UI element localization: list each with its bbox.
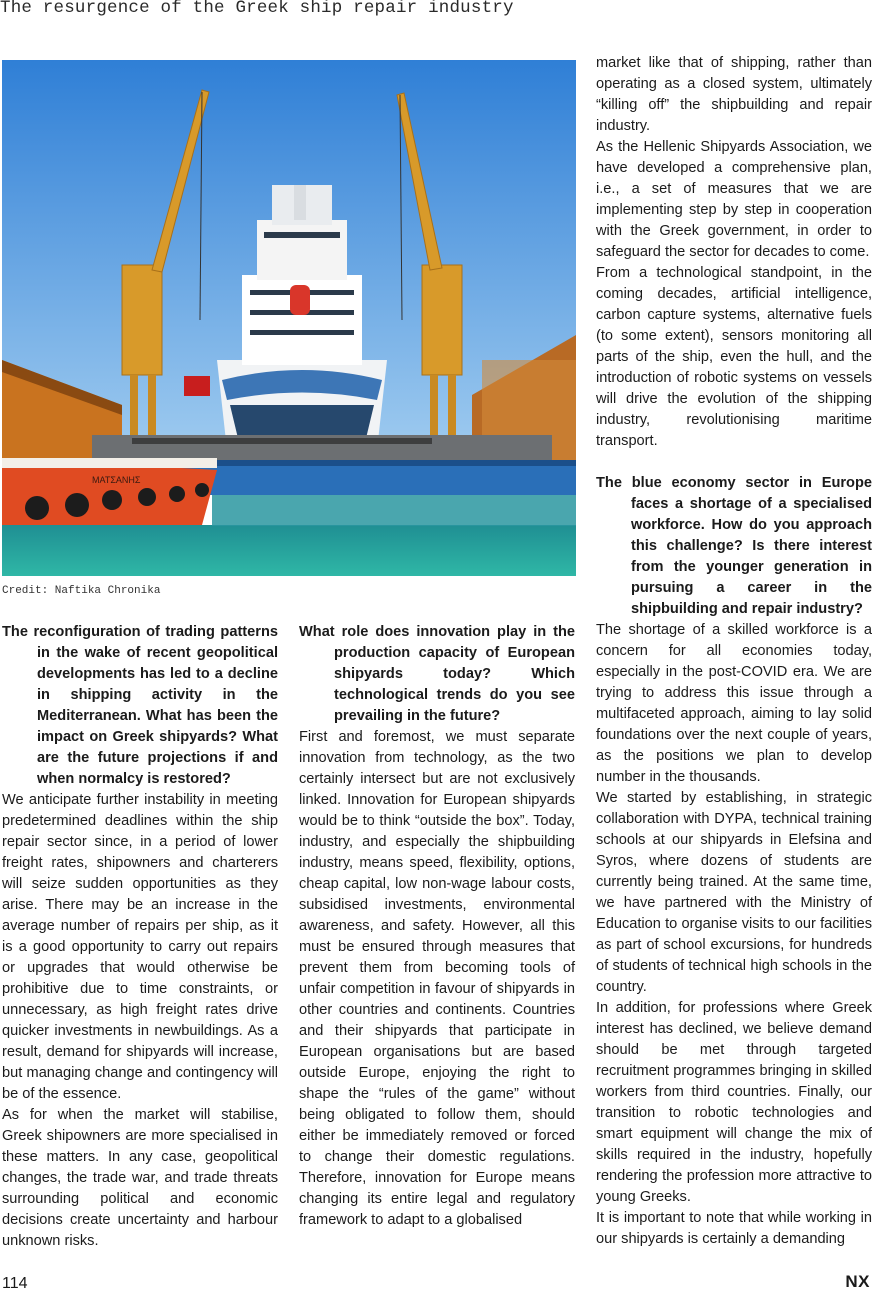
question: The reconfiguration of trading patterns in the wake of recent geopolitical developments has led to a decline in shipping activity in the Mediterranean. What has been the impact on Greek shipyards? What are the future projections if and when normalcy is restored? — [2, 624, 278, 787]
answer-paragraph: As for when the market will stabilise, Greek shipowners are more specialised in these matters. In any case, geopolitical changes, the trade war, and trade threats surrounding political and economic decisions create uncertainty and harbour unknown risks. — [2, 1107, 278, 1249]
answer-paragraph: We started by establishing, in strategic collaboration with DYPA, technical training schools at our shipyards in Elefsina and Syros, where dozens of students are currently being trained. At the same time, we have partnered with the Ministry of Education to organise visits to our facilities as part of school excursions, for hundreds of students of technical high schools in the country. — [596, 790, 872, 995]
photo-credit: Credit: Naftika Chronika — [2, 585, 161, 597]
answer-paragraph: In addition, for professions where Greek interest has declined, we believe demand should be met through targeted recruitment programmes bringing in skilled workers from third countries. Finally, our transition to robotic technologies and smart equipment will change the mix of skills required in the industry, hopefully rendering the profession more attractive to young Greeks. — [596, 1000, 872, 1205]
text-column-1 — [2, 622, 278, 1252]
shipyard-photo — [2, 60, 576, 576]
text-column-3 — [596, 53, 872, 1250]
magazine-logo: NX — [845, 1272, 870, 1291]
answer-paragraph: The shortage of a skilled workforce is a concern for all economies today, especially in the post-COVID era. We are trying to address this issue through a multifaceted approach, aiming to lay solid foundations over the next couple of years, as the positions we plan to develop number in the thousands. — [596, 622, 872, 785]
running-title: The resurgence of the Greek ship repair industry — [0, 0, 514, 18]
answer-paragraph: From a technological standpoint, in the coming decades, artificial intelligence, carbon capture systems, alternative fuels (to some extent), sensors monitoring all parts of the ship, even the hull, and the introduction of robotic systems on vessels will drive the evolution of the shipping industry, revolutionising maritime transport. — [596, 265, 872, 449]
answer-paragraph: First and foremost, we must separate innovation from technology, as the two certainly intersect but are not exclusively linked. Innovation for European shipyards would be to think “outside the box”. Today, industry, and especially the shipbuilding industry, means speed, flexibility, options, cheap capital, low non-wage labour costs, subsidised investments, environmental awareness, and safety. However, all this must be ensured through measures that prevent them from becoming tools of unfair competition in favour of shipyards in other countries and continents. Countries and their shipyards that participate in European organisations but are based outside Europe, enjoying the right to shape the “rules of the game” without being obligated to follow them, should either be immediately removed or forced to change their domestic regulations. Therefore, innovation for Europe means changing its entire legal and regulatory framework to adapt to a globalised — [299, 729, 575, 1228]
text-column-2 — [299, 622, 575, 1231]
question: The blue economy sector in Europe faces a shortage of a specialised workforce. How do you approach this challenge? Is there interest from the younger generation in pursuing a career in the shipbuilding and repair industry? — [596, 475, 872, 617]
answer-paragraph: We anticipate further instability in meeting predetermined deadlines within the ship repair sector since, in a period of lower freight rates, shipowners and charterers will seize sudden opportunities as they arise. There may be an increase in the average number of repairs per ship, as it is a good opportunity to carry out repairs or upgrades that would otherwise be prohibitive due to time constraints, or unnecessary, as high freight rates drive quicker investments in newbuildings. As a result, demand for shipyards will increase, but managing change and contingency will be of the essence. — [2, 792, 278, 1102]
answer-paragraph: It is important to note that while working in our shipyards is certainly a demanding — [596, 1210, 872, 1247]
page-number: 114 — [2, 1275, 28, 1292]
question: What role does innovation play in the production capacity of European shipyards today? Which technological trends do you see prevailing in the future? — [299, 624, 575, 724]
svg-text:ΜΑΤΣΑΝΗΣ: ΜΑΤΣΑΝΗΣ — [92, 475, 141, 485]
answer-paragraph: As the Hellenic Shipyards Association, we have developed a comprehensive plan, i.e., a set of measures that we are implementing step by step in cooperation with the Greek government, in order to safeguard the sector for decades to come. — [596, 139, 872, 260]
answer-paragraph: market like that of shipping, rather than operating as a closed system, ultimately “killing off” the shipbuilding and repair industry. — [596, 55, 872, 134]
